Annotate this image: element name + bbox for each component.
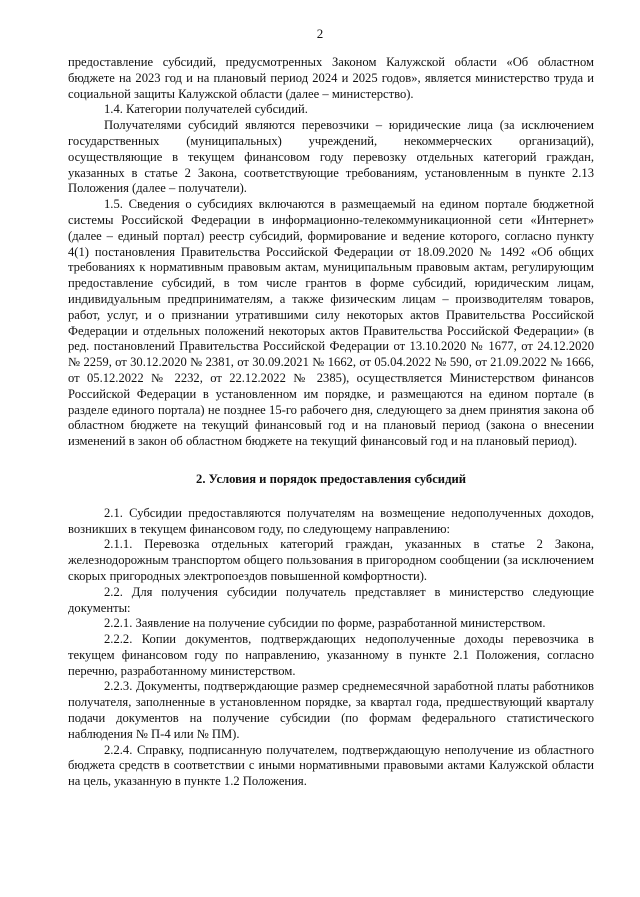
paragraph-1-4: 1.4. Категории получателей субсидий. (104, 102, 308, 117)
page-number: 2 (316, 26, 324, 41)
document-body (68, 55, 594, 790)
paragraph-2-2-1: 2.2.1. Заявление на получение субсидии по форме, разработанной министерством. (104, 616, 546, 631)
paragraph-2-2-2: 2.2.2. Копии документов, подтверждающих недополученные доходы перевозчика в текущем финансовом году по направлению, указанному в пункте 2.1 Положения, согласно перечню, разработанному министерством. (68, 632, 594, 678)
paragraph-continuation: предоставление субсидий, предусмотренных Законом Калужской области «Об областном бюджете на 2023 год и на плановый период 2024 и 2025 годов», является министерство труда и социальной защиты Калужской области (далее – министерство). (68, 55, 594, 101)
section-heading: 2. Условия и порядок предоставления субсидий (196, 471, 466, 486)
paragraph-2-2-4: 2.2.4. Справку, подписанную получателем, подтверждающую неполучение из областного бюджета средств в соответствии с иными нормативными правовыми актами Калужской области на цель, указанную в пункте 1.2 Положения. (68, 742, 594, 789)
paragraph-recipients: Получателями субсидий являются перевозчики – юридические лица (за исключением государственных (муниципальных) учреждений, некоммерческих организаций), осуществляющие в текущем финансовом году перевозку отдельных категорий граждан, указанных в статье 2 Закона, соответствующие требованиям, установленным в пункте 2.13 Положения (далее – получатели). (68, 118, 594, 196)
paragraph-2-1-1: 2.1.1. Перевозка отдельных категорий граждан, указанных в статье 2 Закона, железнодорожным транспортом общего пользования в пригородном сообщении (за исключением скорых пригородных электропоездов повышенной комфортности). (68, 537, 594, 583)
paragraph-2-1: 2.1. Субсидии предоставляются получателям на возмещение недополученных доходов, возникших в текущем финансовом году, по следующему направлению: (68, 505, 594, 536)
paragraph-2-2: 2.2. Для получения субсидии получатель представляет в министерство следующие документы: (68, 584, 594, 615)
paragraph-2-2-3: 2.2.3. Документы, подтверждающие размер среднемесячной заработной платы работников получателя, заполненные в установленном порядке, за квартал года, предшествующий кварталу подачи документов на получение субсидии (по формам федерального статистического наблюдения № П-4 или № ПМ). (68, 679, 594, 741)
paragraph-1-5: 1.5. Сведения о субсидиях включаются в размещаемый на едином портале бюджетной системы Российской Федерации в информационно-телекоммуникационной сети «Интернет» (далее – единый портал) реестр субсидий, формирование и ведение которого, согласно пункту 4(1) постановления Правительства Российской Федерации от 18.09.2020 № 1492 «Об общих требованиях к нормативным правовым актам, муниципальным правовым актам, регулирующим предоставление субсидий, в том числе грантов в форме субсидий, юридическим лицам, индивидуальным предпринимателям, а также физическим лицам – производителям товаров, работ, услуг, и о признании утратившими силу некоторых актов Правительства Российской Федерации и отдельных положений некоторых актов Правительства Российской Федерации» (в ред. постановлений Правительства Российской Федерации от 13.10.2020 № 1677, от 24.12.2020 № 2259, от 30.12.2020 № 2381, от 30.09.2021 № 1662, от 05.04.2022 № 590, от 21.09.2022 № 1666, от 05.12.2022 № 2232, от 22.12.2022 № 2385), осуществляется Министерством финансов Российской Федерации в установленном им порядке, и размещаются на едином портале (в разделе единого портала) не позднее 15-го рабочего дня, следующего за днем принятия закона об областном бюджете на текущий финансовый год и на плановый период (закона о внесении изменений в закон об областном бюджете на текущий финансовый год и на плановый период). (68, 197, 594, 449)
